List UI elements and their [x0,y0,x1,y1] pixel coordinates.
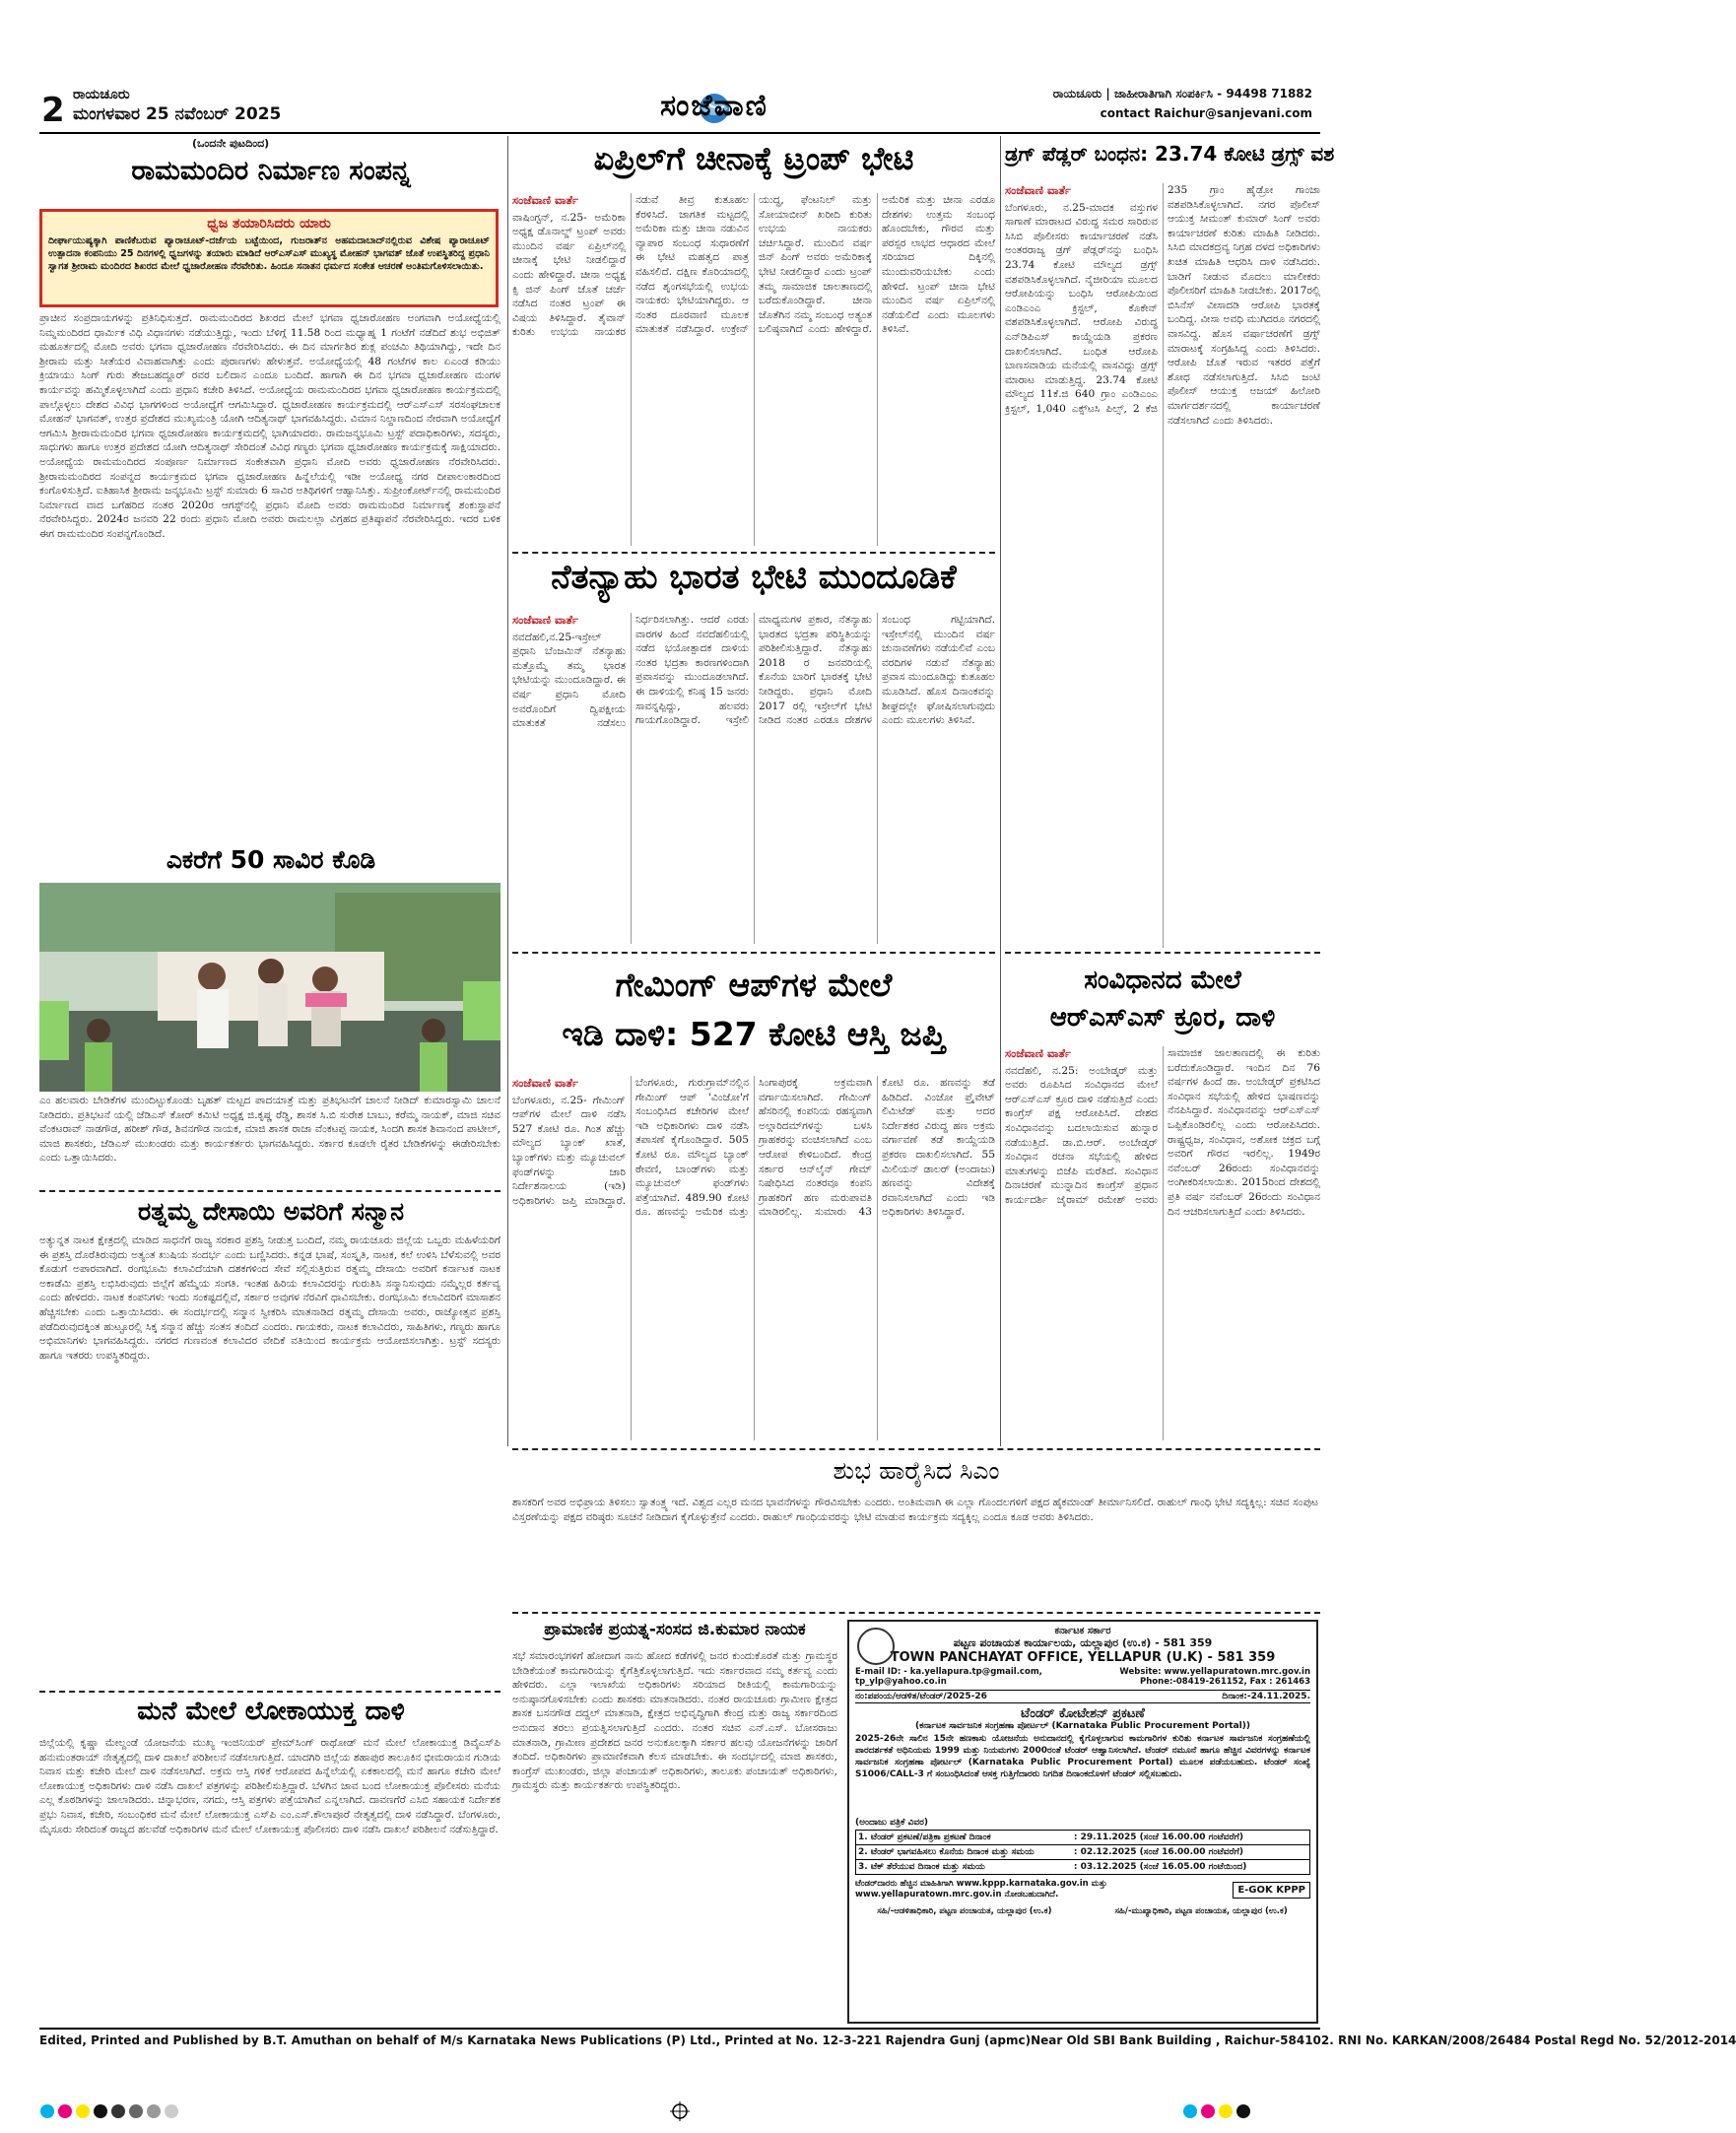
tender-sign-right: ಸಹಿ/-ಮುಖ್ಯಾಧಿಕಾರಿ, ಪಟ್ಟಣ ಪಂಚಾಯತ, ಯಲ್ಲಾಪುರ (ಉ.ಕ) [1114,1906,1288,1916]
cm-headline: ಶುಭ ಹಾರೈಸಿದ ಸಿಎಂ [833,1456,1000,1485]
date-label: ಮಂಗಳವಾರ 25 ನವೆಂಬರ್ 2025 [73,104,282,124]
tender-notice [847,1620,1318,2024]
gaming-headline-1: ಗೇಮಿಂಗ್ ಆಪ್‌ಗಳ ಮೇಲೆ [615,966,893,1004]
ram-body: ಪ್ರಾಚೀನ ಸಂಪ್ರದಾಯಗಳನ್ನು ಪ್ರತಿನಿಧಿಸುತ್ತದೆ. ರಾಮಮಂದಿರದ ಶಿಖರದ ಮೇಲೆ ಭಗವಾ ಧ್ವಜಾರೋಹಣ ಅಂಗವಾಗಿ ಅಯೋಧ್ಯೆಯಲ್ಲಿ ನಿಮ್ನಮಂದಿರದ ಧಾರ್ಮಿಕ ವಿಧಿ ವಿಧಾನಗಳು ನಡೆಯುತ್ತಿದ್ದು, ಇಂದು ಬೆಳಿಗ್ಗೆ 11.58 ರಿಂದ ಮಧ್ಯಾಹ್ನ 1 ಗಂಟೆಗೆ ನಡೆದಿದೆ ಶುಭ ಅಭಿಜಿತ್ ಮಹೂರ್ತದಲ್ಲಿ ಮೋದಿ ಅವರು ಭಗವಾ ಧ್ವಜಾರೋಹಣ ನೆರವೇರಿಸಿದರು. ಈ ದಿನ ಮಾರ್ಗಶಿರ ಶುಕ್ಲ ಪಂಚಮಿ ತಿಥಿಯಾಗಿದ್ದು, ಇದೇ ದಿನ ಶ್ರೀರಾಮ ಮತ್ತು ಸೀತೆಯರ ವಿವಾಹವಾಗಿತ್ತು ಎಂದು ಪುರಾಣಗಳು ಹೇಳುತ್ತವೆ. ಅಯೋಧ್ಯೆಯಲ್ಲಿ 48 ಗಂಟೆಗಳ ಕಾಲ ಏಎಂಡ ಕಡಿಯು ಕ್ರಿಯಾಯು ಸಿಂಗ್ ಗುರು ತೇಜಬಹದ್ದೂರ್ ರವರ ಬಲಿದಾನ ಎಂದೂ ಬಂದಿದೆ. ಹಾಗಾಗಿ ಈ ದಿನ ಭಗವಾ ಧ್ವಜಾರೋಹಣ ಮಂಗಳ ಕಾರ್ಯವನ್ನು ಹಮ್ಮಿಕೊಳ್ಳಲಾಗಿದೆ ಎಂದು ಪ್ರಧಾನಿ ಕಚೇರಿ ತಿಳಿಸಿದೆ. ಅಯೋಧ್ಯೆಯ ರಾಮಮಂದಿರದ ಭಗವಾ ಧ್ವಜಾರೋಹಣ ಕಾರ್ಯಕ್ರಮದಲ್ಲಿ ಪಾಲ್ಗೊಳ್ಳಲು ದೇಶದ ವಿವಿಧ ಭಾಗಗಳಿಂದ ಅಯೋಧ್ಯೆಗೆ ಆಗಮಿಸಿದ್ದಾರೆ. ಧ್ವಜಾರೋಹಣ ಕಾರ್ಯಕ್ರಮದಲ್ಲಿ ಆರ್‌ಎಸ್‌ಎಸ್ ಸರಸಂಘಚಾಲಕ ಮೋಹನ್ ಭಾಗವತ್, ಉತ್ತರ ಪ್ರದೇಶದ ಮುಖ್ಯಮಂತ್ರಿ ಯೋಗಿ ಆದಿತ್ಯನಾಥ್ ಭಾಗವಹಿಸಿದ್ದರು. ವಿಮಾನ ನಿಲ್ದಾಣದಿಂದ ನೇರವಾಗಿ ಅಯೋಧ್ಯೆಗೆ ಆಗಮಿಸಿ ಶ್ರೀರಾಮಮಂದಿರ ಭಗವಾ ಧ್ವಜಾರೋಹಣ ಕಾರ್ಯಕ್ರಮದಲ್ಲಿ ಭಾಗಿಯಾದರು. ರಾಮಜನ್ಮಭೂಮಿ ಟ್ರಸ್ಟ್ ಪದಾಧಿಕಾರಿಗಳು, ಸದಸ್ಯರು, ಸಾಧುಗಳು ಹಾಗೂ ಉತ್ತರ ಪ್ರದೇಶದ ಯೋಗಿ ಆದಿತ್ಯನಾಥ್ ಸೇರಿದಂತೆ ವಿವಿಧ ಗಣ್ಯರು ಭಗವಾ ಧ್ವಜಾರೋಹಣ ಕಾರ್ಯಕ್ರಮಕ್ಕೆ ಸಾಕ್ಷಿಯಾದರು. ಅಯೋಧ್ಯೆಯ ರಾಮಮಂದಿರದ ಸಂಪೂರ್ಣ ನಿರ್ಮಾಣದ ಸಂಕೇತವಾಗಿ ಪ್ರಧಾನಿ ಮೋದಿ ಅವರು ಧ್ವಜಾರೋಹಣ ನೆರವೇರಿಸಿದರು. ಶ್ರೀರಾಮಮಂದಿರದ ಸಂಪನ್ನದ ಕಾರ್ಯಕ್ರಮದ ಭಗವಾ ಧ್ವಜಾರೋಹಣ ಹಿನ್ನೆಲೆಯಲ್ಲಿ ಇಡೀ ಅಯೋಧ್ಯ ನಗರ ದೀಪಾಲಂಕಾರದಿಂದ ಕಂಗೊಳಿಸುತ್ತಿದೆ. ಐತಿಹಾಸಿಕ ಶ್ರೀರಾಮ ಜನ್ಮಭೂಮಿ ಟ್ರಸ್ಟ್ ಸುಮಾರು 6 ಸಾವಿರ ಅತಿಥಿಗಳಿಗೆ ಆಹ್ವಾನಿಸಿತ್ತು. ಸುಪ್ರೀಂಕೋರ್ಟ್‌ನಲ್ಲಿ ರಾಮಮಂದಿರ ನಿರ್ಮಾಣದ ವಾದ ಬಗೆಹರಿದ ನಂತರ 2020ರ ಆಗಸ್ಟ್‌ನಲ್ಲಿ ಪ್ರಧಾನಿ ಮೋದಿ ಅವರು ರಾಮಮಂದಿರ ನಿರ್ಮಾಣಕ್ಕೆ ಶಂಕುಸ್ಥಾಪನೆ ನೆರವೇರಿಸಿದ್ದರು. 2024ರ ಜನವರಿ 22 ರಂದು ಪ್ರಧಾನಿ ಮೋದಿ ಅವರು ರಾಮಲಲ್ಲಾ ವಿಗ್ರಹದ ಪ್ರತಿಷ್ಠಾಪನೆ ನೆರವೇರಿಸಿದ್ದರು. ಇದರ ಬಳಿಕ ಈಗ ರಾಮಮಂದಿರ ಸಂಪನ್ನಗೊಂಡಿದೆ. [39,312,501,540]
tender-date: ದಿನಾಂಕ:-24.11.2025. [1222,1692,1310,1701]
registration-marks-right [1182,2103,1320,2123]
netanyahu-article [512,613,995,944]
rss-byline: ಸಂಜೆವಾಣಿ ವಾರ್ತೆ [1005,1046,1071,1060]
acre-caption-body: ಎಂ ಹಲವಾರು ಬೇಡಿಕೆಗಳ ಮುಂದಿಟ್ಟುಕೊಂಡು ಬೃಹತ್ ಮಟ್ಟದ ಪಾದಯಾತ್ರೆ ಮತ್ತು ಪ್ರತಿಭಟನೆಗೆ ಚಾಲನೆ ನೀಡಿದ್ ಕುಮಾರಸ್ವಾಮಿ ಚಾಲನೆ ನೀಡಿದರು. ಪ್ರತಿಭಟನೆ ಯಲ್ಲಿ ಜೆಡಿಎಸ್ ಕೋರ್ ಕಮಿಟಿ ಅಧ್ಯಕ್ಷ ಜಿ.ಕೃಷ್ಣ ರೆಡ್ಡಿ, ಶಾಸಕ ಸಿ.ಬಿ ಸುರೇಶ ಬಾಬು, ಕರೆಮ್ಮ ನಾಯಕ್, ಮಾಜಿ ಸಚಿವ ವೆಂಕಟರಾವ್ ನಾಡಗೌಡ, ಹರೀಶ್ ಗೌಡ, ಶಿವನಗೌಡ ನಾಯಕ, ಮಾಜಿ ಶಾಸಕ ರಾಜಾ ವೆಂಕಟಪ್ಪ ನಾಯಕ, ಸಿಂದಗಿ ಶಾಸಕ ಶಿವಾನಂದ ಪಾಟೀಲ್, ಮಾಜಿ ಶಾಸಕರು, ಜೆಡಿಎಸ್ ಮುಖಂಡರು ಮತ್ತು ಕಾರ್ಯಕರ್ತರು ಭಾಗವಹಿಸಿದ್ದರು. ಸರ್ಕಾರ ಕೂಡಲೇ ರೈತರ ಬೇಡಿಕೆಗಳನ್ನು ಈಡೇರಿಸಬೇಕು ಎಂದು ಒತ್ತಾಯಿಸಿದರು. [39,1095,501,1165]
nayaka-headline: ಪ್ರಾಮಾಣಿಕ ಪ್ರಯತ್ನ-ಸಂಸದ ಜಿ.ಕುಮಾರ ನಾಯಕ [544,1620,806,1639]
tender-ref-no: ನಂ:ಪಪಂಯ/ಆಡಳಿತ/ಟೆಂಡರ್/2025-26 [855,1692,987,1701]
loka-body: ಜಿಲ್ಲೆಯಲ್ಲಿ ಕೃಷ್ಣಾ ಮೇಲ್ದಂಡೆ ಯೋಜನೆಯ ಮುಖ್ಯ ಇಂಜಿನಿಯರ್ ಪ್ರೇಮ್‌ಸಿಂಗ್ ರಾಥೋಡ್ ಮನೆ ಮೇಲೆ ಲೋಕಾಯುಕ್ತ ಡಿವೈಎಸ್‌ಪಿ ಹನುಮಂತರಾಯ್ ನೇತೃತ್ವದಲ್ಲಿ ದಾಳಿ ದಾಖಲೆ ಪರಿಶೀಲನೆ ನಡೆಸಲಾಗುತ್ತಿದೆ. ಯಾದಗಿರಿ ಜಿಲ್ಲೆಯ ಶಹಾಪುರ ತಾಲೂಕಿನ ಭೀಮರಾಯನ ಗುಡಿಯ ನಿವಾಸ ಮತ್ತು ಕಚೇರಿ ಮೇಲೆ ದಾಳಿ ನಡೆಸಲಾಗಿದೆ. ಅಕ್ರಮ ಆಸ್ತಿ ಗಳಿಕೆ ಆರೋಪದ ಹಿನ್ನೆಲೆಯಲ್ಲಿ ಏಕಕಾಲದಲ್ಲಿ ಮನೆ ಹಾಗೂ ಕಚೇರಿ ಮೇಲೆ ಲೋಕಾಯುಕ್ತ ಅಧಿಕಾರಿಗಳು ದಾಳಿ ನಡೆಸಿ ದಾಖಲೆ ಪತ್ರಗಳನ್ನು ಪರಿಶೀಲಿಸುತ್ತಿದ್ದಾರೆ. ಬೆಳಗಿನ ಜಾವ ಬಂದ ಲೋಕಾಯುಕ್ತ ಪೊಲೀಸರು ಮನೆಯ ಎಲ್ಲ ಕೊಠಡಿಗಳನ್ನು ಜಾಲಾಡಿದರು. ಚಿನ್ನಾಭರಣ, ನಗದು, ಆಸ್ತಿ ಪತ್ರಗಳು ಪತ್ತೆಯಾಗಿವೆ ಎನ್ನಲಾಗಿದೆ. ದಾವಣಗೆರೆ ಎಸಿಬಿ ಸಹಾಯಕ ನಿರ್ದೇಶಕ ಪ್ರಭು ನಿವಾಸ, ಕಚೇರಿ, ಸಂಬಂಧಿಕರ ಮನೆ ಮೇಲೆ ಲೋಕಾಯುಕ್ತ ಎಸ್‌ಪಿ ಎಂ.ಎಸ್.ಕೌಲಾಪೂರೆ ನೇತೃತ್ವದಲ್ಲಿ ದಾಳಿ ನಡೆಸಿದ್ದಾರೆ. ಬೆಂಗಳೂರು, ಮೈಸೂರು ಸೇರಿದಂತೆ ರಾಜ್ಯದ ಹಲವೆಡೆ ಅಧಿಕಾರಿಗಳ ಮನೆ ಮೇಲೆ ಲೋಕಾಯುಕ್ತ ಪೊಲೀಸರು ದಾಳಿ ನಡೆಸಿ ದಾಖಲೆ ಪರಿಶೀಲನೆ ನಡೆಸುತ್ತಿದ್ದಾರೆ. [39,1737,501,1835]
tender-footer-text: ಟೆಂಡರ್‌ದಾರರು ಹೆಚ್ಚಿನ ಮಾಹಿತಿಗಾಗಿ www.kppp.karnataka.gov.in ಮತ್ತು www.yellapuratown.mrc.gov.in ನೋಡಬಹುದಾಗಿದೆ. [855,1879,1107,1900]
column-divider-1 [507,136,508,1446]
middle-divider-1 [512,552,995,554]
rss-headline-1: ಸಂವಿಧಾನದ ಮೇಲೆ [1084,966,1241,995]
middle-divider-4 [512,1612,1320,1614]
footer-imprint: Edited, Printed and Published by B.T. Amuthan on behalf of M/s Karnataka News Publications (P) Ltd., Printed at No. 12-3-221 Rajendra Gunj (apmc)Near Old SBI Bank Building , Raichur-584102. RNI No. KARKAN/2008/26484 Postal Regd No. 52/2012-2014 [39,2033,1736,2047]
schedule-row: 3. ಟೆಕ್ ತೆರೆಯುವ ದಿನಾಂಕ ಮತ್ತು ಸಮಯ : 03.12.2025 (ಸಂಜೆ 16.05.00 ಗಂಟೆಯಿಂದ) [858,1862,1247,1872]
drugs-byline: ಸಂಜೆವಾಣಿ ವಾರ್ತೆ [1005,183,1071,197]
tender-office-kn: ಪಟ್ಟಣ ಪಂಚಾಯತ ಕಾರ್ಯಾಲಯ, ಯಲ್ಲಾಪುರ (ಉ.ಕ) - 581 359 [953,1636,1213,1649]
middle-divider-2 [512,952,995,954]
tender-phone: Phone:-08419-261152, Fax : 261463 [1140,1677,1310,1687]
page-header [39,85,1320,134]
left-divider-2 [39,1691,501,1693]
trump-body: ವಾಷಿಂಗ್ಟನ್, ನ.25- ಅಮೆರಿಕಾ ಅಧ್ಯಕ್ಷ ಡೊನಾಲ್ಡ್ ಟ್ರಂಪ್ ಅವರು ಮುಂದಿನ ವರ್ಷ ಏಪ್ರಿಲ್‌ನಲ್ಲಿ ಚೀನಾಕ್ಕೆ ಭೇಟಿ ನೀಡಲಿದ್ದಾರೆ ಎಂದು ಹೇಳಿದ್ದಾರೆ. ಚೀನಾ ಅಧ್ಯಕ್ಷ ಕ್ಸಿ ಜಿನ್ ಪಿಂಗ್ ಜೊತೆ ಚರ್ಚೆ ನಡೆಸಿದ ನಂತರ ಟ್ರಂಪ್ ಈ ವಿಷಯ ತಿಳಿಸಿದ್ದಾರೆ. ತೈವಾನ್ ಕುರಿತು ಉಭಯ ನಾಯಕರ ನಡುವೆ ತೀವ್ರ ಕುತೂಹಲ ಕೆರಳಿಸಿದೆ. ಜಾಗತಿಕ ಮಟ್ಟದಲ್ಲಿ ಅಮೆರಿಕಾ ಮತ್ತು ಚೀನಾ ನಡುವಿನ ವ್ಯಾಪಾರ ಸಂಬಂಧ ಸುಧಾರಣೆಗೆ ಈ ಭೇಟಿ ಮಹತ್ವದ ಪಾತ್ರ ವಹಿಸಲಿದೆ. ದಕ್ಷಿಣ ಕೊರಿಯಾದಲ್ಲಿ ನಡೆದ ಶೃಂಗಸಭೆಯಲ್ಲಿ ಉಭಯ ನಾಯಕರು ಭೇಟಿಯಾಗಿದ್ದರು. ಆ ನಂತರ ದೂರವಾಣಿ ಮೂಲಕ ಮಾತುಕತೆ ನಡೆಸಿದ್ದಾರೆ. ಉಕ್ರೇನ್ ಯುದ್ಧ, ಫೆಂಟನಿಲ್ ಮತ್ತು ಸೋಯಾಬೀನ್ ಖರೀದಿ ಕುರಿತು ಉಭಯ ನಾಯಕರು ಚರ್ಚಿಸಿದ್ದಾರೆ. ಮುಂದಿನ ವರ್ಷ ಜಿನ್ ಪಿಂಗ್ ಅವರು ಅಮೆರಿಕಾಕ್ಕೆ ಭೇಟಿ ನೀಡಲಿದ್ದಾರೆ ಎಂದು ಟ್ರಂಪ್ ತಮ್ಮ ಸಾಮಾಜಿಕ ಜಾಲತಾಣದಲ್ಲಿ ಬರೆದುಕೊಂಡಿದ್ದಾರೆ. ಚೀನಾ ಜೊತೆಗಿನ ನಮ್ಮ ಸಂಬಂಧ ಅತ್ಯಂತ ಬಲಿಷ್ಠವಾಗಿದೆ ಎಂದು ಹೇಳಿದ್ದಾರೆ. ಅಮೆರಿಕ ಮತ್ತು ಚೀನಾ ಎರಡೂ ದೇಶಗಳು ಉತ್ತಮ ಸಂಬಂಧ ಹೊಂದಬೇಕು, ಗೌರವ ಮತ್ತು ಪರಸ್ಪರ ಲಾಭದ ಆಧಾರದ ಮೇಲೆ ಸರಿಯಾದ ದಿಕ್ಕಿನಲ್ಲಿ ಮುಂದುವರಿಯಬೇಕು ಎಂದು ಹೇಳಿದೆ. ಟ್ರಂಪ್ ಚೀನಾ ಭೇಟಿ ಮುಂದಿನ ವರ್ಷ ಏಪ್ರಿಲ್‌ನಲ್ಲಿ ನಡೆಯಲಿದೆ ಎಂದು ಮೂಲಗಳು ತಿಳಿಸಿವೆ. [512,194,995,339]
rss-headline-2: ಆರ್‌ಎಸ್‌ಎಸ್ ಕ್ರೂರ, ದಾಳಿ [1049,1003,1276,1033]
header-rule [39,132,1320,134]
netanyahu-byline: ಸಂಜೆವಾಣಿ ವಾರ್ತೆ [512,613,578,627]
schedule-row: 1. ಟೆಂಡರ್ ಪ್ರಕಟಣೆ/ಪತ್ರಿಕಾ ಪ್ರಕಟಣೆ ದಿನಾಂಕ : 29.11.2025 (ಸಂಜೆ 16.00.00 ಗಂಟೆವರೆಗೆ) [856,1831,1309,1845]
gaming-byline: ಸಂಜೆವಾಣಿ ವಾರ್ತೆ [512,1076,578,1090]
tender-email: E-mail ID: - ka.yellapura.tp@gmail.com, tp_ylp@yahoo.co.in [855,1667,1042,1687]
netanyahu-headline: ನೆತನ್ಯಾಹು ಭಾರತ ಭೇಟಿ ಮುಂದೂಡಿಕೆ [551,558,957,597]
protest-photo [39,883,501,1092]
crosshair-icon [670,2101,690,2121]
drugs-body: ಬೆಂಗಳೂರು, ನ.25-ಮಾದಕ ವಸ್ತುಗಳ ಸಾಗಾಣೆ ಮಾರಾಟದ ವಿರುದ್ಧ ಸಮರ ಸಾರಿರುವ ಸಿಸಿಬಿ ಪೊಲೀಸರು ಕಾರ್ಯಾಚರಣೆ ನಡೆಸಿ ಅಂತರರಾಜ್ಯ ಡ್ರಗ್ ಪೆಡ್ಲರ್‌ನನ್ನು ಬಂಧಿಸಿ 23.74 ಕೋಟಿ ಮೌಲ್ಯದ ಡ್ರಗ್ಸ್ ವಶಪಡಿಸಿಕೊಳ್ಳಲಾಗಿದೆ. ನೈಜೀರಿಯಾ ಮೂಲದ ಆರೋಪಿಯನ್ನು ಬಂಧಿಸಿ ಆರೋಪಿಯಿಂದ ಎಂಡಿಎಂಎ ಕ್ರಿಸ್ಟಲ್, ಕೊಕೇನ್ ವಶಪಡಿಸಿಕೊಳ್ಳಲಾಗಿದೆ. ಆರೋಪಿ ವಿರುದ್ಧ ಎನ್‌ಡಿಪಿಎಸ್ ಕಾಯ್ದೆಯಡಿ ಪ್ರಕರಣ ದಾಖಲಿಸಲಾಗಿದೆ. ಬಂಧಿತ ಆರೋಪಿ ಬಾಣಸವಾಡಿಯ ಮನೆಯಲ್ಲಿ ವಾಸವಿದ್ದು ಡ್ರಗ್ಸ್ ಮಾರಾಟ ಮಾಡುತ್ತಿದ್ದ. 23.74 ಕೋಟಿ ಮೌಲ್ಯದ 11ಕೆ.ಜಿ 640 ಗ್ರಾಂ ಎಂಡಿಎಂಎ ಕ್ರಿಸ್ಟಲ್, 1,040 ಎಕ್ಸ್‌ಟಸಿ ಪಿಲ್ಸ್, 2 ಕೆಜಿ 235 ಗ್ರಾಂ ಹೈಡ್ರೋ ಗಾಂಜಾ ವಶಪಡಿಸಿಕೊಳ್ಳಲಾಗಿದೆ. ನಗರ ಪೊಲೀಸ್ ಆಯುಕ್ತ ಸೀಮಂತ್ ಕುಮಾರ್ ಸಿಂಗ್ ಅವರು ಕಾರ್ಯಾಚರಣೆ ಕುರಿತು ಮಾಹಿತಿ ನೀಡಿದರು. ಸಿಸಿಬಿ ಮಾದಕದ್ರವ್ಯ ನಿಗ್ರಹ ದಳದ ಅಧಿಕಾರಿಗಳು ಖಚಿತ ಮಾಹಿತಿ ಆಧರಿಸಿ ದಾಳಿ ನಡೆಸಿದರು. ಬಾಡಿಗೆ ನೀಡುವ ಮೊದಲು ಮಾಲೀಕರು ಪೊಲೀಸರಿಗೆ ಮಾಹಿತಿ ನೀಡಬೇಕು. 2017ರಲ್ಲಿ ಬಿಸಿನೆಸ್ ವೀಸಾದಡಿ ಆರೋಪಿ ಭಾರತಕ್ಕೆ ಬಂದಿದ್ದ. ವೀಸಾ ಅವಧಿ ಮುಗಿದರೂ ನಗರದಲ್ಲಿ ವಾಸವಿದ್ದ. ಹೊಸ ವರ್ಷಾಚರಣೆಗೆ ಡ್ರಗ್ಸ್ ಮಾರಾಟಕ್ಕೆ ಸಂಗ್ರಹಿಸಿದ್ದ ಎಂದು ತಿಳಿಸಿದರು. ಆರೋಪಿ ಜೊತೆ ಇರುವ ಇತರರ ಪತ್ತೆಗೆ ಶೋಧ ನಡೆಸಲಾಗುತ್ತಿದೆ. ಸಿಸಿಬಿ ಜಂಟಿ ಪೊಲೀಸ್ ಆಯುಕ್ತ ಅಜಯ್ ಹಿಲೋರಿ ಮಾರ್ಗದರ್ಶನದಲ್ಲಿ ಕಾರ್ಯಾಚರಣೆ ನಡೆಸಲಾಗಿದೆ ಎಂದು ತಿಳಿಸಿದರು. [1005,184,1320,427]
right-divider-1 [1005,952,1320,954]
registration-marks-left [39,2103,236,2123]
tender-sign-left: ಸಹಿ/-ಆಡಳಿತಾಧಿಕಾರಿ, ಪಟ್ಟಣ ಪಂಚಾಯತ, ಯಲ್ಲಾಪುರ (ಉ.ಕ) [877,1906,1052,1916]
ratna-body: ಅತ್ಯುನ್ನತ ನಾಟಕ ಕ್ಷೇತ್ರದಲ್ಲಿ ಮಾಡಿದ ಸಾಧನೆಗೆ ರಾಜ್ಯ ಸರಕಾರ ಪ್ರಶಸ್ತಿ ನೀಡುತ್ತ ಬಂದಿದೆ, ನಮ್ಮ ರಾಯಚೂರು ಜಿಲ್ಲೆಯ ಒಬ್ಬರು ಮಹಿಳೆಯರಿಗೆ ಈ ಪ್ರಶಸ್ತಿ ದೊರೆತಿರುವುದು ಅತ್ಯಂತ ಖುಷಿಯ ಸಂದರ್ಭ ಎಂದು ಬಣ್ಣಿಸಿದರು. ಕನ್ನಡ ಭಾಷೆ, ಸಂಸ್ಕೃತಿ, ನಾಟಕ, ಕಲೆ ಉಳಿಸಿ ಬೆಳೆಸುವಲ್ಲಿ ಅವರ ಕೊಡುಗೆ ಅಪಾರವಾಗಿದೆ. ರಂಗಭೂಮಿ ಕಲಾವಿದೆಯಾಗಿ ದಶಕಗಳಿಂದ ಸೇವೆ ಸಲ್ಲಿಸುತ್ತಿರುವ ರತ್ನಮ್ಮ ದೇಸಾಯಿ ಅವರಿಗೆ ಕರ್ನಾಟಕ ನಾಟಕ ಅಕಾಡೆಮಿ ಪ್ರಶಸ್ತಿ ಲಭಿಸಿರುವುದು ಜಿಲ್ಲೆಗೆ ಹೆಮ್ಮೆಯ ಸಂಗತಿ. ಇಂತಹ ಹಿರಿಯ ಕಲಾವಿದರನ್ನು ಗುರುತಿಸಿ ಸನ್ಮಾನಿಸುವುದು ನಮ್ಮೆಲ್ಲರ ಕರ್ತವ್ಯ ಎಂದು ಹೇಳಿದರು. ನಾಟಕ ಕಂಪನಿಗಳು ಇಂದು ಸಂಕಷ್ಟದಲ್ಲಿವೆ, ಸರ್ಕಾರ ಅವುಗಳ ನೆರವಿಗೆ ಧಾವಿಸಬೇಕು. ರಂಗಭೂಮಿ ಕಲಾವಿದರಿಗೆ ಮಾಸಾಶನ ಹೆಚ್ಚಿಸಬೇಕು ಎಂದು ಒತ್ತಾಯಿಸಿದರು. ಈ ಸಂದರ್ಭದಲ್ಲಿ ಸನ್ಮಾನ ಸ್ವೀಕರಿಸಿ ಮಾತನಾಡಿದ ರತ್ನಮ್ಮ ದೇಸಾಯಿ ಅವರು, ರಾಜ್ಯೋತ್ಸವ ಪ್ರಶಸ್ತಿ ಪಡೆದಿರುವುದಕ್ಕಿಂತ ಹುಟ್ಟೂರಲ್ಲಿ ಸಿಕ್ಕ ಸನ್ಮಾನ ಹೆಚ್ಚು ಸಂತಸ ತಂದಿದೆ ಎಂದರು. ಗಾಯಕರು, ನಾಟಕ ಕಲಾವಿದರು, ಸಾಹಿತಿಗಳು, ಗಣ್ಯರು ಹಾಗೂ ಅಭಿಮಾನಿಗಳು ಭಾಗವಹಿಸಿದ್ದರು. ನಗರದ ಗುಣವಂತ ಕಲಾವಿದರ ವೇದಿಕೆ ವತಿಯಿಂದ ಕಾರ್ಯಕ್ರಮ ಆಯೋಜಿಸಲಾಗಿತ್ತು. ಟ್ರಸ್ಟ್ ಸದಸ್ಯರು ಹಾಗೂ ಇತರರು ಉಪಸ್ಥಿತರಿದ್ದರು. [39,1234,501,1362]
drugs-headline: ಡ್ರಗ್ ಪೆಡ್ಲರ್ ಬಂಧನ: 23.74 ಕೋಟಿ ಡ್ರಗ್ಸ್ ವಶ [1005,142,1335,166]
trump-headline: ಏಪ್ರಿಲ್‌ಗೆ ಚೀನಾಕ್ಕೆ ಟ್ರಂಪ್ ಭೇಟಿ [593,140,914,177]
tender-office-en: TOWN PANCHAYAT OFFICE, YELLAPUR (U.K) - 581 359 [890,1650,1276,1665]
tender-sub-title: (ಕರ್ನಾಟಕ ಸಾರ್ವಜನಿಕ ಸಂಗ್ರಹಣಾ ಪೋರ್ಟಲ್ (Karnataka Public Procurement Portal)) [915,1721,1250,1731]
tender-e-gok: E-GOK KPPP [1233,1882,1310,1899]
tender-body: 2025-26ನೇ ಸಾಲಿನ 15ನೇ ಹಣಕಾಸು ಯೋಜನೆಯ ಅನುದಾನದಲ್ಲಿ ಕೈಗೊಳ್ಳಲಾಗುವ ಕಾಮಗಾರಿಗಳ ಕುರಿತು ಕರ್ನಾಟಕ ಸಾರ್ವಜನಿಕ ಸಂಗ್ರಹಣೆಯಲ್ಲಿ ಪಾರದರ್ಶಕತೆ ಅಧಿನಿಯಮ 1999 ಮತ್ತು ನಿಯಮಗಳು 2000ರಂತೆ ಟೆಂಡರ್ ಆಹ್ವಾನಿಸಲಾಗಿದೆ. ಟೆಂಡರ್ ನಮೂನೆ ಹಾಗೂ ಹೆಚ್ಚಿನ ವಿವರಗಳನ್ನು ಕರ್ನಾಟಕ ಸಾರ್ವಜನಿಕ ಸಂಗ್ರಹಣಾ ಪೋರ್ಟಲ್ (Karnataka Public Procurement Portal) ಮೂಲಕ ಪಡೆಯಬಹುದು. ಟೆಂಡರ್ ಸಂಖ್ಯೆ S1006/CALL-3 ಗೆ ಸಂಬಂಧಿಸಿದಂತೆ ಆಸಕ್ತ ಗುತ್ತಿಗೆದಾರರು ನಿಗದಿತ ದಿನಾಂಕದೊಳಗೆ ಟೆಂಡರ್ ಸಲ್ಲಿಸಬಹುದು. [855,1734,1310,1779]
govt-label: ಕರ್ನಾಟಕ ಸರ್ಕಾರ [1054,1626,1111,1636]
ratna-headline: ರತ್ನಮ್ಮ ದೇಸಾಯಿ ಅವರಿಗೆ ಸನ್ಮಾನ [138,1197,404,1226]
flag-box-title: ಧ್ವಜ ತಯಾರಿಸಿದರು ಯಾರು [207,216,331,232]
tender-title: ಟೆಂಡರ್ ಕೋಟೇಶನ್ ಪ್ರಕಟಣೆ [1021,1706,1145,1721]
flag-box-text: ದೀರ್ಘಾಯುಷ್ಯಕ್ಕಾಗಿ ಪಾಣಿಕೆಬರುವ ಪ್ಯಾರಾಚೂಟ್-ದರ್ಜೆಯ ಬಟ್ಟೆಯಿಂದ, ಗುಜರಾತ್‌ನ ಅಹಮದಾಬಾದ್‌ನಲ್ಲಿರುವ ವಿಶೇಷ ಪ್ಯಾರಾಚೂಟ್ ಉತ್ಪಾದನಾ ಕಂಪನಿಯು 25 ದಿನಗಳಲ್ಲಿ ಧ್ವಜಗಳನ್ನು ತಯಾರು ಮಾಡಿದೆ ಆರ್‌ಎಸ್‌ಎಸ್ ಮುಖ್ಯಸ್ಥ ಮೋಹನ್ ಭಾಗವತ್ ಜೊತೆ ಉಪಸ್ಥಿತರಿದ್ದ ಪ್ರಧಾನಿ ಸ್ವಾಗತ ಶ್ರೀರಾಮ ಮಂದಿರದ ಶಿಖರದ ಮೇಲೆ ಧ್ವಜಾರೋಹಣ ನೆರವೇರಿತು. ಹಿಂದೂ ಸನಾತನ ಧರ್ಮದ ಸಂಕೇತ ಆಚರಣೆ ಅಂತಿಮಗೊಳಿಸಲಾಯಿತು. [48,235,490,272]
tender-website: Website: www.yellapuratown.mrc.gov.in [1119,1667,1310,1677]
contact-line-1: ರಾಯಚೂರು | ಜಾಹೀರಾತಿಗಾಗಿ ಸಂಪರ್ಕಿಸಿ - 94498 71882 [1052,87,1312,100]
page-number: 2 [41,91,65,130]
masthead-logo [616,85,813,128]
edition-label: ರಾಯಚೂರು [73,87,130,102]
rss-body: ನವದೆಹಲಿ, ನ.25: ಅಂಬೇಡ್ಕರ್ ಮತ್ತು ಅವರು ರೂಪಿಸಿದ ಸಂವಿಧಾನದ ಮೇಲೆ ಆರ್‌ಎಸ್‌ಎಸ್ ಕ್ರೂರ ದಾಳಿ ನಡೆಸುತ್ತಿದೆ ಎಂದು ಕಾಂಗ್ರೆಸ್ ಪಕ್ಷ ಆರೋಪಿಸಿದೆ. ದೇಶದ ಸಂವಿಧಾನವನ್ನು ಬದಲಾಯಿಸುವ ಹುನ್ನಾರ ನಡೆಯುತ್ತಿದೆ. ಡಾ.ಬಿ.ಆರ್. ಅಂಬೇಡ್ಕರ್ ಸಂವಿಧಾನ ರಚನಾ ಸಭೆಯಲ್ಲಿ ಹೇಳಿದ ಮಾತುಗಳನ್ನು ಬಿಜೆಪಿ ಮರೆತಿದೆ. ಸಂವಿಧಾನ ದಿನಾಚರಣೆ ಮುನ್ನಾದಿನ ಕಾಂಗ್ರೆಸ್ ಪ್ರಧಾನ ಕಾರ್ಯದರ್ಶಿ ಜೈರಾಮ್ ರಮೇಶ್ ಅವರು ಸಾಮಾಜಿಕ ಜಾಲತಾಣದಲ್ಲಿ ಈ ಕುರಿತು ಬರೆದುಕೊಂಡಿದ್ದಾರೆ. ಇಂದಿನ ದಿನ 76 ವರ್ಷಗಳ ಹಿಂದೆ ಡಾ. ಅಂಬೇಡ್ಕರ್ ಪ್ರಕಟಿಸಿದ ಸಂವಿಧಾನ ಸಭೆಯಲ್ಲಿ ಹೇಳಿದ ಭಾಷಣವನ್ನು ನೆನಪಿಸಿದ್ದಾರೆ. ಸಂವಿಧಾನವನ್ನು ಆರ್‌ಎಸ್‌ಎಸ್ ಒಪ್ಪಿಕೊಂಡಿರಲಿಲ್ಲ ಎಂದು ಆರೋಪಿಸಿದರು. ರಾಷ್ಟ್ರಧ್ವಜ, ಸಂವಿಧಾನ, ಅಶೋಕ ಚಕ್ರದ ಬಗ್ಗೆ ಅವರಿಗೆ ಗೌರವ ಇರಲಿಲ್ಲ. 1949ರ ನವೆಂಬರ್ 26ರಂದು ಸಂವಿಧಾನವನ್ನು ಅಂಗೀಕರಿಸಲಾಯಿತು. 2015ರಿಂದ ದೇಶದಲ್ಲಿ ಪ್ರತಿ ವರ್ಷ ನವೆಂಬರ್ 26ರಂದು ಸಂವಿಧಾನ ದಿನ ಆಚರಿಸಲಾಗುತ್ತಿದೆ ಎಂದು ತಿಳಿಸಿದರು. [1005,1047,1320,1218]
rss-article [1005,1046,1320,1440]
netanyahu-body: ನವದೆಹಲಿ,ನ.25-ಇಸ್ರೇಲ್ ಪ್ರಧಾನಿ ಬೆಂಜಮಿನ್ ನೆತನ್ಯಾಹು ಮತ್ತೊಮ್ಮೆ ತಮ್ಮ ಭಾರತ ಭೇಟಿಯನ್ನು ಮುಂದೂಡಿದ್ದಾರೆ. ಈ ವರ್ಷ ಪ್ರಧಾನಿ ಮೋದಿ ಅವರೊಂದಿಗೆ ದ್ವಿಪಕ್ಷೀಯ ಮಾತುಕತೆ ನಡೆಸಲು ನಿರ್ಧರಿಸಲಾಗಿತ್ತು. ಆದರೆ ಎರಡು ವಾರಗಳ ಹಿಂದೆ ನವದೆಹಲಿಯಲ್ಲಿ ನಡೆದ ಭಯೋತ್ಪಾದಕ ದಾಳಿಯ ನಂತರ ಭದ್ರತಾ ಕಾರಣಗಳಿಂದಾಗಿ ಪ್ರವಾಸವನ್ನು ಮುಂದೂಡಲಾಗಿದೆ. ಈ ದಾಳಿಯಲ್ಲಿ ಕನಿಷ್ಠ 15 ಜನರು ಸಾವನ್ನಪ್ಪಿದ್ದು, ಹಲವರು ಗಾಯಗೊಂಡಿದ್ದಾರೆ. ಇಸ್ರೇಲಿ ಮಾಧ್ಯಮಗಳ ಪ್ರಕಾರ, ನೆತನ್ಯಾಹು ಭಾರತದ ಭದ್ರತಾ ಪರಿಸ್ಥಿತಿಯನ್ನು ಪರಿಶೀಲಿಸುತ್ತಿದ್ದಾರೆ. ನೆತನ್ಯಾಹು 2018 ರ ಜನವರಿಯಲ್ಲಿ ಕೊನೆಯ ಬಾರಿಗೆ ಭಾರತಕ್ಕೆ ಭೇಟಿ ನೀಡಿದ್ದರು. ಪ್ರಧಾನಿ ಮೋದಿ 2017 ರಲ್ಲಿ ಇಸ್ರೇಲ್‌ಗೆ ಭೇಟಿ ನೀಡಿದ ನಂತರ ಎರಡೂ ದೇಶಗಳ ಸಂಬಂಧ ಗಟ್ಟಿಯಾಗಿದೆ. ಇಸ್ರೇಲ್‌ನಲ್ಲಿ ಮುಂದಿನ ವರ್ಷ ಚುನಾವಣೆಗಳು ನಡೆಯಲಿವೆ ಎಂಬ ವರದಿಗಳ ನಡುವೆ ನೆತನ್ಯಾಹು ಪ್ರವಾಸ ಮುಂದೂಡಿದ್ದು ಕುತೂಹಲ ಮೂಡಿಸಿದೆ. ಹೊಸ ದಿನಾಂಕವನ್ನು ಶೀಘ್ರದಲ್ಲೇ ಘೋಷಿಸಲಾಗುವುದು ಎಂದು ಮೂಲಗಳು ತಿಳಿಸಿವೆ. [512,614,995,730]
govt-emblem-icon [857,1628,895,1665]
drugs-article [1005,183,1320,948]
registration-mark-center [670,2101,690,2125]
middle-divider-3 [512,1448,1320,1450]
ram-headline: ರಾಮಮಂದಿರ ನಿರ್ಮಾಣ ಸಂಪನ್ನ [131,156,411,186]
trump-article [512,193,995,546]
loka-headline: ಮನೆ ಮೇಲೆ ಲೋಕಾಯುಕ್ತ ದಾಳಿ [137,1697,405,1726]
gaming-body: ಬೆಂಗಳೂರು, ನ.25- ಗೇಮಿಂಗ್ ಆಪ್‌ಗಳ ಮೇಲೆ ದಾಳಿ ನಡೆಸಿ 527 ಕೋಟಿ ರೂ. ಗಿಂತ ಹೆಚ್ಚು ಮೌಲ್ಯದ ಬ್ಯಾಂಕ್ ಖಾತೆ, ಬ್ಯಾಂಕ್‌ಗಳು ಮತ್ತು ಮ್ಯೂಚುವಲ್ ಫಂಡ್‌ಗಳನ್ನು ಜಾರಿ ನಿರ್ದೇಶನಾಲಯ (ಇಡಿ) ಅಧಿಕಾರಿಗಳು ಜಪ್ತಿ ಮಾಡಿದ್ದಾರೆ. ಬೆಂಗಳೂರು, ಗುರುಗ್ರಾಮ್‌ನಲ್ಲಿನ ಗೇಮಿಂಗ್ ಆಪ್ 'ವಿಂಜೋ'ಗೆ ಸಂಬಂಧಿಸಿದ ಕಚೇರಿಗಳ ಮೇಲೆ ಇಡಿ ಅಧಿಕಾರಿಗಳು ದಾಳಿ ನಡೆಸಿ ತಪಾಸಣೆ ಕೈಗೊಂಡಿದ್ದಾರೆ. 505 ಕೋಟಿ ರೂ. ಮೌಲ್ಯದ ಬ್ಯಾಂಕ್ ಠೇವಣಿ, ಬಾಂಡ್‌ಗಳು ಮತ್ತು ಮ್ಯೂಚುವಲ್ ಫಂಡ್‌ಗಳು ಪತ್ತೆಯಾಗಿವೆ. 489.90 ಕೋಟಿ ರೂ. ಹಣವನ್ನು ಅಮೆರಿಕ ಮತ್ತು ಸಿಂಗಾಪುರಕ್ಕೆ ಅಕ್ರಮವಾಗಿ ವರ್ಗಾಯಿಸಲಾಗಿದೆ. ಗೇಮಿಂಗ್ ಹೆಸರಿನಲ್ಲಿ ಕಂಪನಿಯ ರಹಸ್ಯವಾಗಿ ಅಲ್ಗಾರಿದಮ್‌ಗಳನ್ನು ಬಳಸಿ ಗ್ರಾಹಕರನ್ನು ವಂಚಿಸಲಾಗಿದೆ ಎಂಬ ಆರೋಪ ಕೇಳಿಬಂದಿದೆ. ಕೇಂದ್ರ ಸರ್ಕಾರ ಆನ್‌ಲೈನ್ ಗೇಮ್ ನಿಷೇಧಿಸಿದ ನಂತರವೂ ಕಂಪನಿ ಗ್ರಾಹಕರಿಗೆ ಹಣ ಮರುಪಾವತಿ ಮಾಡಿರಲಿಲ್ಲ. ಸುಮಾರು 43 ಕೋಟಿ ರೂ. ಹಣವನ್ನು ತಡೆ ಹಿಡಿದಿದೆ. ವಿಂಜೋ ಪ್ರೈವೇಟ್ ಲಿಮಿಟೆಡ್ ಮತ್ತು ಅದರ ನಿರ್ದೇಶಕರ ವಿರುದ್ಧ ಹಣ ಅಕ್ರಮ ವರ್ಗಾವಣೆ ತಡೆ ಕಾಯ್ದೆಯಡಿ ಪ್ರಕರಣ ದಾಖಲಿಸಲಾಗಿದೆ. 55 ಮಿಲಿಯನ್ ಡಾಲರ್ (ಅಂದಾಜು) ಹಣವನ್ನು ವಿದೇಶಕ್ಕೆ ರವಾನಿಸಲಾಗಿದೆ ಎಂದು ಇಡಿ ಅಧಿಕಾರಿಗಳು ತಿಳಿಸಿದ್ದಾರೆ. [512,1077,995,1219]
flag-box [39,209,499,307]
color-dots-icon [1182,2103,1320,2119]
column-divider-2 [1000,136,1001,1446]
tender-schedule [855,1830,1310,1875]
nayaka-body: ಸಭೆ ಸಮಾರಂಭಗಳಿಗೆ ಹೋದಾಗ ನಾನು ಹೋದ ಕಡೆಗಳಲ್ಲಿ ಜನರ ಕುಂದುಕೊರತೆ ಮತ್ತು ಗ್ರಾಮಸ್ಥರ ಬೇಡಿಕೆಯಂತೆ ಕಾಮಗಾರಿಯನ್ನು ಕೈಗೆತ್ತಿಕೊಳ್ಳಲಾಗುತ್ತಿದೆ. ಇದು ಸರ್ಕಾರವಾದ ನಮ್ಮ ಕರ್ತವ್ಯ ಎಂದು ಹೇಳಿದರು. ಎಲ್ಲಾ ಇಲಾಖೆಯ ಅಧಿಕಾರಿಗಳು ಸರಿಯಾದ ರೀತಿಯಲ್ಲಿ ಕಾಮಗಾರಿಯನ್ನು ಅನುಷ್ಠಾನಗೊಳಿಸಬೇಕು ಎಂದು ಶಾಸಕರು ಮಾತನಾಡಿದರು. ನಂತರ ರಾಯಚೂರು ಗ್ರಾಮೀಣ ಕ್ಷೇತ್ರದ ಶಾಸಕ ಬಸನಗೌಡ ದದ್ದಲ್ ಮಾತನಾಡಿ, ಕ್ಷೇತ್ರದ ಅಭಿವೃದ್ಧಿಗಾಗಿ ಕೇಂದ್ರ ಮತ್ತು ರಾಜ್ಯ ಸರ್ಕಾರದಿಂದ ಅನುದಾನ ತರಲು ಪ್ರಯತ್ನಿಸಲಾಗುತ್ತಿದೆ ಎಂದರು. ನಂತರ ಸಚಿವ ಎನ್.ಎಸ್. ಬೋಸರಾಜು ಮಾತನಾಡಿ, ಗ್ರಾಮೀಣ ಪ್ರದೇಶದ ಜನರ ಅನುಕೂಲಕ್ಕಾಗಿ ಸರ್ಕಾರ ಹಲವು ಯೋಜನೆಗಳನ್ನು ಜಾರಿಗೆ ತಂದಿದೆ. ಅಧಿಕಾರಿಗಳು ಪ್ರಾಮಾಣಿಕವಾಗಿ ಕೆಲಸ ಮಾಡಬೇಕು. ಈ ಸಂದರ್ಭದಲ್ಲಿ ಮಾಜಿ ಶಾಸಕರು, ಕಾಂಗ್ರೆಸ್ ಮುಖಂಡರು, ಜಿಲ್ಲಾ ಪಂಚಾಯತ್ ಅಧಿಕಾರಿಗಳು, ತಾಲೂಕು ಪಂಚಾಯತ್ ಅಧಿಕಾರಿಗಳು, ಗ್ರಾಮಸ್ಥರು ಮತ್ತು ಕಾರ್ಯಕರ್ತರು ಉಪಸ್ಥಿತರಿದ್ದರು. [512,1650,837,1792]
schedule-row: 2. ಟೆಂಡರ್ ಭಾಗವಹಿಸಲು ಕೊನೆಯ ದಿನಾಂಕ ಮತ್ತು ಸಮಯ : 02.12.2025 (ಸಂಜೆ 16.00.00 ಗಂಟೆವರೆಗೆ) [856,1845,1309,1860]
masthead-title: ಸಂಜೆವಾಣಿ [660,89,768,123]
contact-line-2: contact Raichur@sanjevani.com [1100,106,1312,120]
color-dots-icon [39,2103,236,2119]
footer-rule [39,2028,1320,2030]
gaming-article [512,1076,995,1440]
acre-headline: ಎಕರೆಗೆ 50 ಸಾವಿರ ಕೊಡಿ [166,845,376,874]
continued-tag: (ಒಂದನೇ ಪುಟದಿಂದ) [192,137,270,150]
tender-schedule-label: (ಅಂದಾಜು ಪತ್ರಿಕೆ ವಿವರ) [855,1818,928,1828]
cm-body: ಶಾಸಕರಿಗೆ ಅವರ ಅಭಿಪ್ರಾಯ ತಿಳಿಸಲು ಸ್ವಾತಂತ್ರ್ಯ ಇದೆ. ವಿಶ್ವದ ಎಲ್ಲರ ಮನದ ಭಾವನೆಗಳನ್ನು ಗೌರವಿಸಬೇಕು ಎಂದರು. ಅಂತಿಮವಾಗಿ ಈ ಎಲ್ಲಾ ಗೊಂದಲಗಳಿಗೆ ಪಕ್ಷದ ಹೈಕಮಾಂಡ್ ತೀರ್ಮಾನಿಸಲಿದೆ. ರಾಹುಲ್ ಗಾಂಧಿ ಭೇಟಿ ಸದ್ಯಕ್ಕಿಲ್ಲ: ಸಚಿವ ಸಂಪುಟ ವಿಸ್ತರಣೆಯನ್ನು ಪಕ್ಷದ ವರಿಷ್ಠರು ಸೂಚನೆ ನೀಡಿದಾಗ ಕೈಗೊಳ್ಳುತ್ತೇನೆ ಎಂದರು. ರಾಹುಲ್ ಗಾಂಧಿಯವರನ್ನು ಭೇಟಿ ಮಾಡುವ ಕಾರ್ಯಕ್ರಮ ಸದ್ಯಕ್ಕಿಲ್ಲ ಎಂದೂ ಕೂಡ ಅವರು ತಿಳಿಸಿದರು. [512,1497,1318,1523]
left-divider-1 [39,1190,501,1192]
trump-byline: ಸಂಜೆವಾಣಿ ವಾರ್ತೆ [512,193,578,207]
gaming-headline-2: ಇಡಿ ದಾಳಿ: 527 ಕೋಟಿ ಆಸ್ತಿ ಜಪ್ತಿ [562,1015,946,1053]
